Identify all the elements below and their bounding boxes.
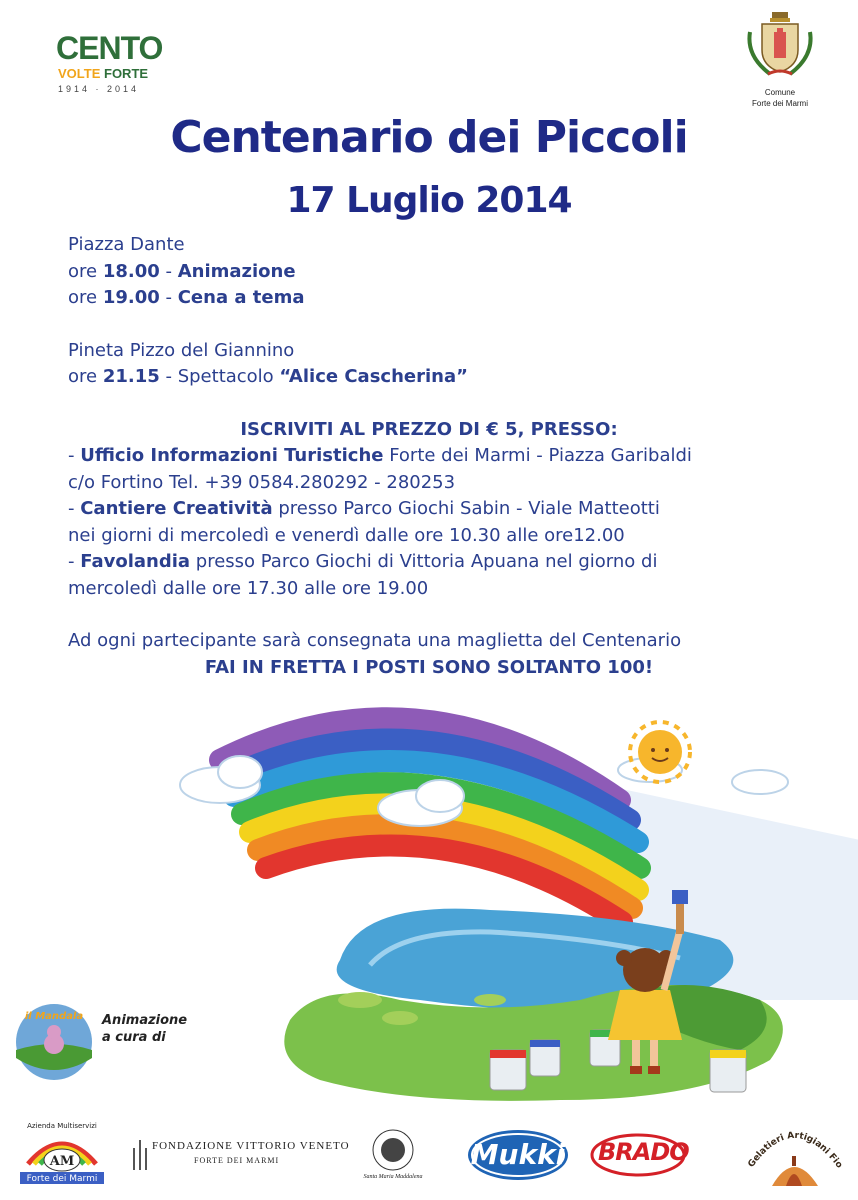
svg-text:Santa Maria Maddalena: Santa Maria Maddalena	[363, 1174, 423, 1180]
program-body	[68, 232, 828, 681]
crest-icon	[740, 10, 820, 82]
registration-item-1: - Ufficio Informazioni Turistiche Forte dei Marmi - Piazza Garibaldi	[68, 445, 692, 466]
svg-text:Gelatieri Artigiani Fiorentini: Gelatieri Artigiani Fio	[746, 1130, 845, 1171]
misericordia-seal-icon	[362, 1122, 424, 1188]
sponsor-brado	[590, 1132, 690, 1178]
sponsor-mukki	[466, 1128, 570, 1182]
registration-item-3-hours: mercoledì dalle ore 17.30 alle ore 19.00	[68, 577, 429, 599]
mandala-logo-icon	[14, 1002, 94, 1082]
event-animazione: ore 18.00 - Animazione	[68, 260, 296, 282]
registration-heading: ISCRIVITI AL PREZZO DI € 5, PRESSO:	[240, 418, 618, 440]
fondazione-emblem-icon	[130, 1134, 150, 1174]
sponsor-misericordia	[362, 1122, 424, 1188]
fondazione-name: FONDAZIONE VITTORIO VENETO	[152, 1140, 350, 1152]
place-2: Pineta Pizzo del Giannino	[68, 339, 295, 361]
gelatieri-logo-icon	[742, 1108, 846, 1190]
sponsor-am	[14, 1120, 110, 1186]
cento-logo-text: CENTO	[56, 30, 163, 66]
closing-callout: FAI IN FRETTA I POSTI SONO SOLTANTO 100!	[204, 656, 654, 678]
rainbow-illustration	[160, 700, 858, 1120]
page-title: Centenario dei Piccoli	[170, 112, 688, 163]
mandala-credit	[14, 1002, 188, 1086]
place-1: Piazza Dante	[68, 234, 185, 255]
comune-label-1: Comune	[764, 88, 796, 97]
svg-text:Azienda Multiservizi: Azienda Multiservizi	[27, 1122, 97, 1130]
cento-logo-subtext: VOLTE FORTE	[58, 66, 149, 81]
sponsor-fondazione	[130, 1128, 350, 1178]
event-cena: ore 19.00 - Cena a tema	[68, 287, 305, 308]
cento-logo-years: 1914 · 2014	[58, 84, 140, 94]
closing-note: Ad ogni partecipante sarà consegnata una maglietta del Centenario	[68, 630, 682, 651]
registration-item-2-hours: nei giorni di mercoledì e venerdì dalle ore 10.30 alle ore12.00	[68, 524, 625, 546]
registration-item-1-contact: c/o Fortino Tel. +39 0584.280292 - 280253	[68, 471, 456, 493]
svg-text:il Mandala: il Mandala	[24, 1011, 84, 1022]
event-date: 17 Luglio 2014	[286, 180, 572, 221]
mukki-label: Mukki	[470, 1138, 566, 1171]
sponsor-gelatieri	[742, 1108, 846, 1190]
svg-text:AM: AM	[49, 1154, 75, 1169]
fondazione-place: FORTE DEI MARMI	[194, 1156, 280, 1165]
brado-label: BRADO	[598, 1138, 689, 1166]
animazione-label: Animazione a cura di	[102, 1013, 188, 1045]
svg-text:Forte dei Marmi: Forte dei Marmi	[26, 1174, 98, 1184]
am-logo-icon	[14, 1120, 110, 1186]
event-spettacolo: ore 21.15 - Spettacolo “Alice Cascherina”	[68, 366, 468, 387]
cento-volte-forte-logo	[56, 32, 166, 96]
comune-crest	[740, 10, 820, 110]
comune-label-2: Forte dei Marmi	[751, 99, 808, 108]
registration-item-2: - Cantiere Creatività presso Parco Giochi Sabin - Viale Matteotti	[68, 498, 660, 519]
registration-item-3: - Favolandia presso Parco Giochi di Vittoria Apuana nel giorno di	[68, 551, 658, 572]
